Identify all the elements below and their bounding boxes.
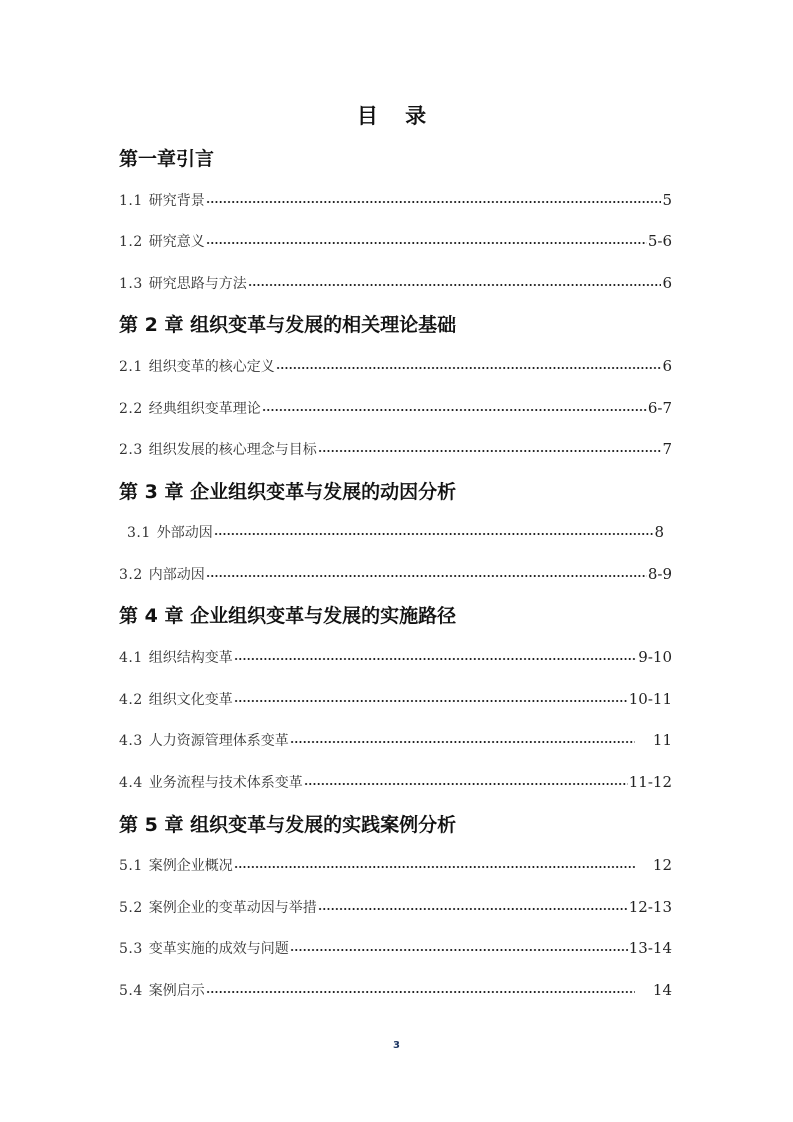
entry-label: 业务流程与技术体系变革 (148, 775, 303, 791)
entry-number: 1.2 (119, 234, 143, 250)
entry-number: 5.4 (119, 983, 143, 999)
toc-entry-3-1[interactable] (127, 522, 664, 542)
entry-number: 2.3 (119, 442, 143, 458)
dot-leader (304, 773, 628, 787)
dot-leader (234, 856, 635, 870)
page-number: 3 (393, 1040, 400, 1051)
entry-number: 2.1 (119, 359, 143, 375)
dot-leader (206, 191, 662, 205)
entry-label: 研究意义 (148, 234, 205, 250)
entry-label: 研究思路与方法 (148, 276, 247, 292)
entry-label: 组织结构变革 (148, 650, 233, 666)
entry-number: 3.2 (119, 567, 143, 583)
entry-pages: 12-13 (628, 898, 672, 916)
entry-label: 案例企业的变革动因与举措 (148, 900, 317, 916)
entry-pages: 6 (662, 357, 672, 375)
entry-label: 组织发展的核心理念与目标 (148, 442, 317, 458)
toc-entry-4-4[interactable] (119, 772, 672, 792)
toc-entry-4-2[interactable] (119, 689, 672, 709)
dot-leader (248, 274, 662, 288)
entry-label: 人力资源管理体系变革 (148, 733, 289, 749)
toc-entry-2-2[interactable] (119, 398, 672, 418)
toc-entry-5-3[interactable] (119, 938, 672, 958)
dot-leader (206, 232, 647, 246)
entry-number: 5.1 (119, 858, 143, 874)
dot-leader (290, 731, 635, 745)
entry-pages: 5 (662, 191, 672, 209)
dot-leader (234, 648, 638, 662)
entry-pages: 8-9 (647, 565, 672, 583)
entry-pages: 7 (662, 440, 672, 458)
entry-label: 案例启示 (148, 983, 205, 999)
entry-label: 经典组织变革理论 (148, 401, 261, 417)
entry-pages: 6 (662, 274, 672, 292)
toc-entry-5-1[interactable] (119, 855, 672, 875)
entry-number: 4.1 (119, 650, 143, 666)
dot-leader (290, 939, 628, 953)
dot-leader (214, 523, 654, 537)
entry-number: 4.3 (119, 733, 143, 749)
chapter-heading-2: 第 2 章 组织变革与发展的相关理论基础 (119, 314, 457, 336)
entry-pages: 11 (652, 731, 672, 749)
toc-entry-2-1[interactable] (119, 356, 672, 376)
dot-leader (318, 440, 662, 454)
toc-entry-4-3[interactable] (119, 730, 672, 750)
entry-number: 4.2 (119, 692, 143, 708)
toc-title: 目 录 (356, 104, 437, 128)
toc-entry-5-4[interactable] (119, 980, 672, 1000)
chapter-heading-1: 第一章引言 (119, 148, 215, 170)
entry-label: 研究背景 (148, 193, 205, 209)
chapter-heading-3: 第 3 章 企业组织变革与发展的动因分析 (119, 481, 457, 503)
toc-entry-3-2[interactable] (119, 564, 672, 584)
entry-number: 4.4 (119, 775, 143, 791)
entry-pages: 11-12 (628, 773, 672, 791)
dot-leader (262, 399, 647, 413)
toc-entry-1-1[interactable] (119, 190, 672, 210)
toc-entry-1-3[interactable] (119, 273, 672, 293)
entry-number: 5.3 (119, 941, 143, 957)
dot-leader (206, 981, 635, 995)
entry-pages: 9-10 (638, 648, 672, 666)
dot-leader (276, 357, 662, 371)
entry-number: 2.2 (119, 401, 143, 417)
entry-pages: 10-11 (628, 690, 672, 708)
toc-entry-1-2[interactable] (119, 231, 672, 251)
dot-leader (206, 565, 647, 579)
entry-pages: 12 (652, 856, 672, 874)
entry-pages: 14 (652, 981, 672, 999)
entry-label: 内部动因 (148, 567, 205, 583)
chapter-heading-4: 第 4 章 企业组织变革与发展的实施路径 (119, 605, 457, 627)
entry-pages: 6-7 (647, 399, 672, 417)
toc-entry-4-1[interactable] (119, 647, 672, 667)
dot-leader (234, 690, 628, 704)
entry-number: 3.1 (127, 525, 151, 541)
toc-entry-5-2[interactable] (119, 897, 672, 917)
entry-label: 组织变革的核心定义 (148, 359, 275, 375)
entry-pages: 5-6 (647, 232, 672, 250)
entry-pages: 13-14 (628, 939, 672, 957)
toc-entry-2-3[interactable] (119, 439, 672, 459)
entry-number: 5.2 (119, 900, 143, 916)
entry-label: 组织文化变革 (148, 692, 233, 708)
entry-label: 案例企业概况 (148, 858, 233, 874)
entry-pages: 8 (654, 523, 664, 541)
entry-number: 1.3 (119, 276, 143, 292)
entry-label: 变革实施的成效与问题 (148, 941, 289, 957)
entry-label: 外部动因 (156, 525, 213, 541)
dot-leader (318, 898, 628, 912)
entry-number: 1.1 (119, 193, 143, 209)
chapter-heading-5: 第 5 章 组织变革与发展的实践案例分析 (119, 814, 457, 836)
